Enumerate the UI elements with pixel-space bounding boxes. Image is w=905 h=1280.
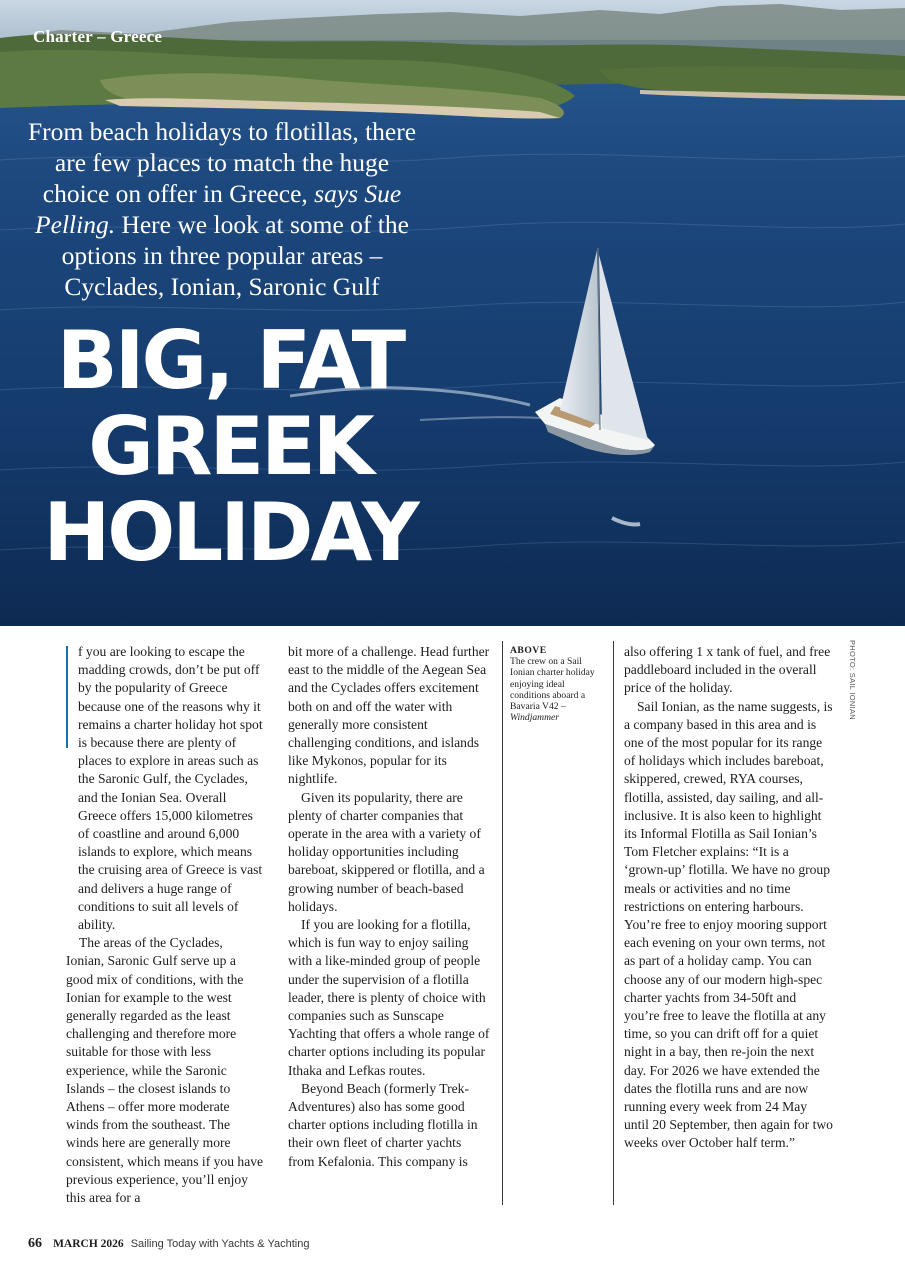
headline-line-1: BIG, FAT [56,314,404,407]
section-label: Charter – Greece [33,27,163,46]
hero-photo [0,0,905,626]
article-paragraph: Sail Ionian, as the name suggests, is a company based in this area and is one of the most popular for its range of holidays which includes bareboat, skippered, crewed, RYA courses, flotilla, assisted, day sailing, and all-inclusive. It is also keen to highlight its Informal Flotilla as Sail Ionian’s Tom Fletcher explains: “It is a ‘grown-up’ flotilla. We have no group meals or activities and no time restrictions on entering harbours. You’re free to enjoy mooring support each evening on your own terms, not as part of a holiday camp. You can choose any of our modern high-spec charter yachts from 34-50ft and you’re free to leave the flotilla at any time, so you can drift off for a quiet night in a bay, then re-join the next day. For 2026 we have extended the dates the flotilla runs and are now running every week from 24 May until 20 September, then again for two weeks over October half term.” [624,698,833,1151]
standfirst-tail: Here we look at some of the options in three popular areas – Cyclades, Ionian, Saronic Gulf [61,210,409,301]
caption-boat-name: Windjammer [510,712,560,724]
column-rule [613,641,614,1205]
magazine-title: Sailing Today with Yachts & Yachting [130,1238,310,1250]
article-column-1 [66,643,264,1207]
caption-heading: ABOVE [510,645,547,656]
article-paragraph: f you are looking to escape the madding crowds, don’t be put off by the popularity of Greece because one of the reasons why it remains a charter holiday hot spot is because there are plenty of places to explore in areas such as the Saronic Gulf, the Cyclades, and the Ionian Sea. Overall Greece offers 15,000 kilometres of coastline and around 6,000 islands to explore, which means the cruising area of Greece is vast and delivers a huge range of conditions to suit all levels of ability. [78,644,263,933]
article-paragraph: also offering 1 x tank of fuel, and free paddleboard included in the overall price of the holiday. [624,644,831,696]
page-footer [28,1236,309,1252]
photo-caption [510,645,604,723]
page-number: 66 [28,1236,42,1251]
column-rule [502,641,503,1205]
article-paragraph: bit more of a challenge. Head further east to the middle of the Aegean Sea and the Cyclades offers excitement both on and off the water with generally more consistent challenging conditions, and islands like Mykonos, popular for its nightlife. [288,644,490,787]
article-column-2 [288,643,490,1171]
standfirst-lead: From beach holidays to flotillas, there are few places to match the huge choice on offer in Greece, [27,117,417,208]
standfirst-byline: says Sue Pelling. [35,179,402,239]
standfirst [22,116,422,302]
article-paragraph: If you are looking for a flotilla, which is fun way to enjoy sailing with a like-minded group of people under the supervision of a flotilla leader, there is plenty of choice with companies such as Sunscape Yachting that offers a whole range of charter options including its popular Ithaka and Lefkas routes. [288,917,490,1078]
headline-line-2: GREEK [88,400,372,493]
headline [20,314,440,579]
headline-line-3: HOLIDAY [43,486,417,579]
issue-date: MARCH 2026 [53,1238,124,1250]
photo-credit: PHOTO: SAIL IONIAN [848,640,857,721]
article-paragraph: The areas of the Cyclades, Ionian, Saronic Gulf serve up a good mix of conditions, with the Ionian for example to the west generally regarded as the least challenging and therefore more suitable for those with less experience, while the Saronic Islands – the closest islands to Athens – offer more moderate winds from the southeast. The winds here are generally more consistent, which means if you have previous experience, you’ll enjoy this area for a [66,935,264,1206]
article-paragraph: Beyond Beach (formerly Trek-Adventures) also has some good charter options including flotilla in their own fleet of charter yachts from Kefalonia. This company is [288,1080,478,1169]
caption-text: The crew on a Sail Ionian charter holiday enjoying ideal conditions aboard a Bavaria V42 – [510,656,595,713]
article-column-3 [624,643,834,1153]
article-paragraph: Given its popularity, there are plenty of charter companies that operate in the area with a variety of holiday opportunities including bareboat, skippered or flotilla, and a growing number of beach-based holidays. [288,789,485,914]
